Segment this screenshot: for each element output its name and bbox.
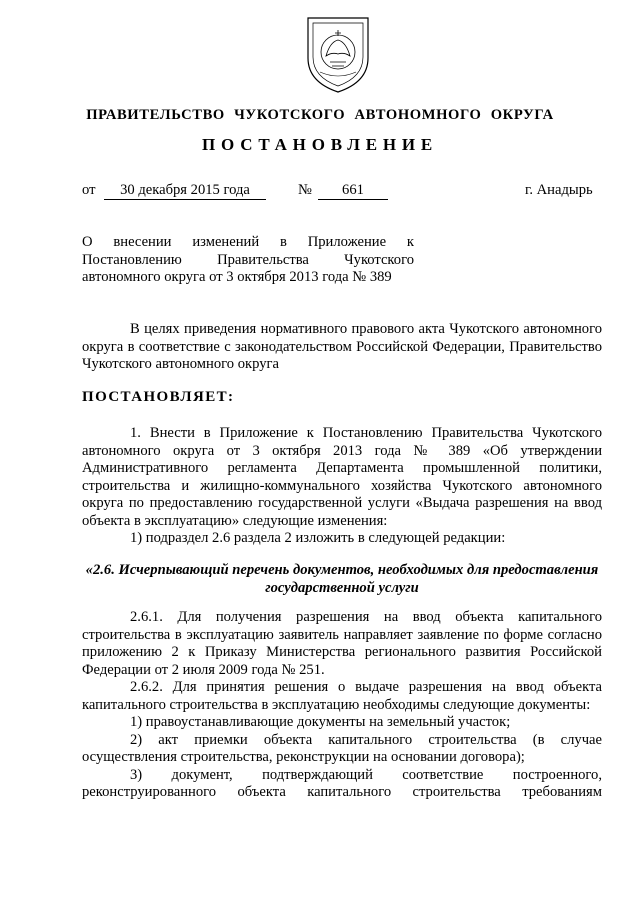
- list-item-1: 1) правоустанавливающие документы на земельный участок;: [130, 714, 511, 730]
- item-2-6-2: 2.6.2. Для принятия решения о выдаче разрешения на ввод объекта капитального строительства в эксплуатацию необходимы следующие документы:: [82, 679, 602, 713]
- government-title: ПРАВИТЕЛЬСТВО ЧУКОТСКОГО АВТОНОМНОГО ОКРУГА: [86, 107, 554, 123]
- paragraph-1: 1. Внести в Приложение к Постановлению Правительства Чукотского автономного округа от 3 октября 2013 года № 389 «Об утверждении Административного регламента Департамента промышленной политики, строительства и жилищно-коммунального хозяйства Чукотского автономного округа по предоставлению государственной услуги «Выдача разрешения на ввод объекта в эксплуатацию» следующие изменения:: [82, 425, 602, 529]
- paragraph-1-block: [82, 425, 602, 548]
- section-heading: «2.6. Исчерпывающий перечень документов, необходимых для предоставления государственной услуги: [85, 562, 599, 596]
- paragraph-1-1: 1) подраздел 2.6 раздела 2 изложить в следующей редакции:: [130, 530, 506, 546]
- section-2-6-body: [82, 609, 602, 802]
- list-item-2: 2) акт приемки объекта капитального строительства (в случае осуществления строительства, реконструкции на основании договора);: [82, 731, 602, 765]
- document-subject: О внесении изменений в Приложение к Постановлению Правительства Чукотского автономного округа от 3 октября 2013 года № 389: [82, 234, 414, 285]
- document-type-title: ПОСТАНОВЛЕНИЕ: [201, 135, 439, 154]
- date-value: 30 декабря 2015 года: [104, 182, 266, 200]
- number-field: [318, 182, 388, 200]
- preamble-block: [82, 321, 602, 374]
- place: г. Анадырь: [525, 182, 593, 198]
- decree-word: ПОСТАНОВЛЯЕТ:: [82, 389, 235, 405]
- date-field: [104, 182, 266, 200]
- number-value: 661: [318, 182, 388, 200]
- number-prefix: №: [298, 182, 312, 198]
- list-item-3: 3) документ, подтверждающий соответствие построенного, реконструированного объекта капитального строительства требованиям: [82, 766, 602, 800]
- item-2-6-1: 2.6.1. Для получения разрешения на ввод объекта капитального строительства в эксплуатацию заявитель направляет заявление по форме согласно приложению 2 к Приказу Министерства регионального развития Российской Федерации от 2 июля 2009 года № 251.: [82, 609, 602, 678]
- coat-of-arms-emblem-icon: [300, 12, 376, 96]
- preamble-text: В целях приведения нормативного правового акта Чукотского автономного округа в соответствие с законодательством Российской Федерации, Правительство Чукотского автономного округа: [82, 321, 602, 372]
- date-prefix: от: [82, 182, 96, 198]
